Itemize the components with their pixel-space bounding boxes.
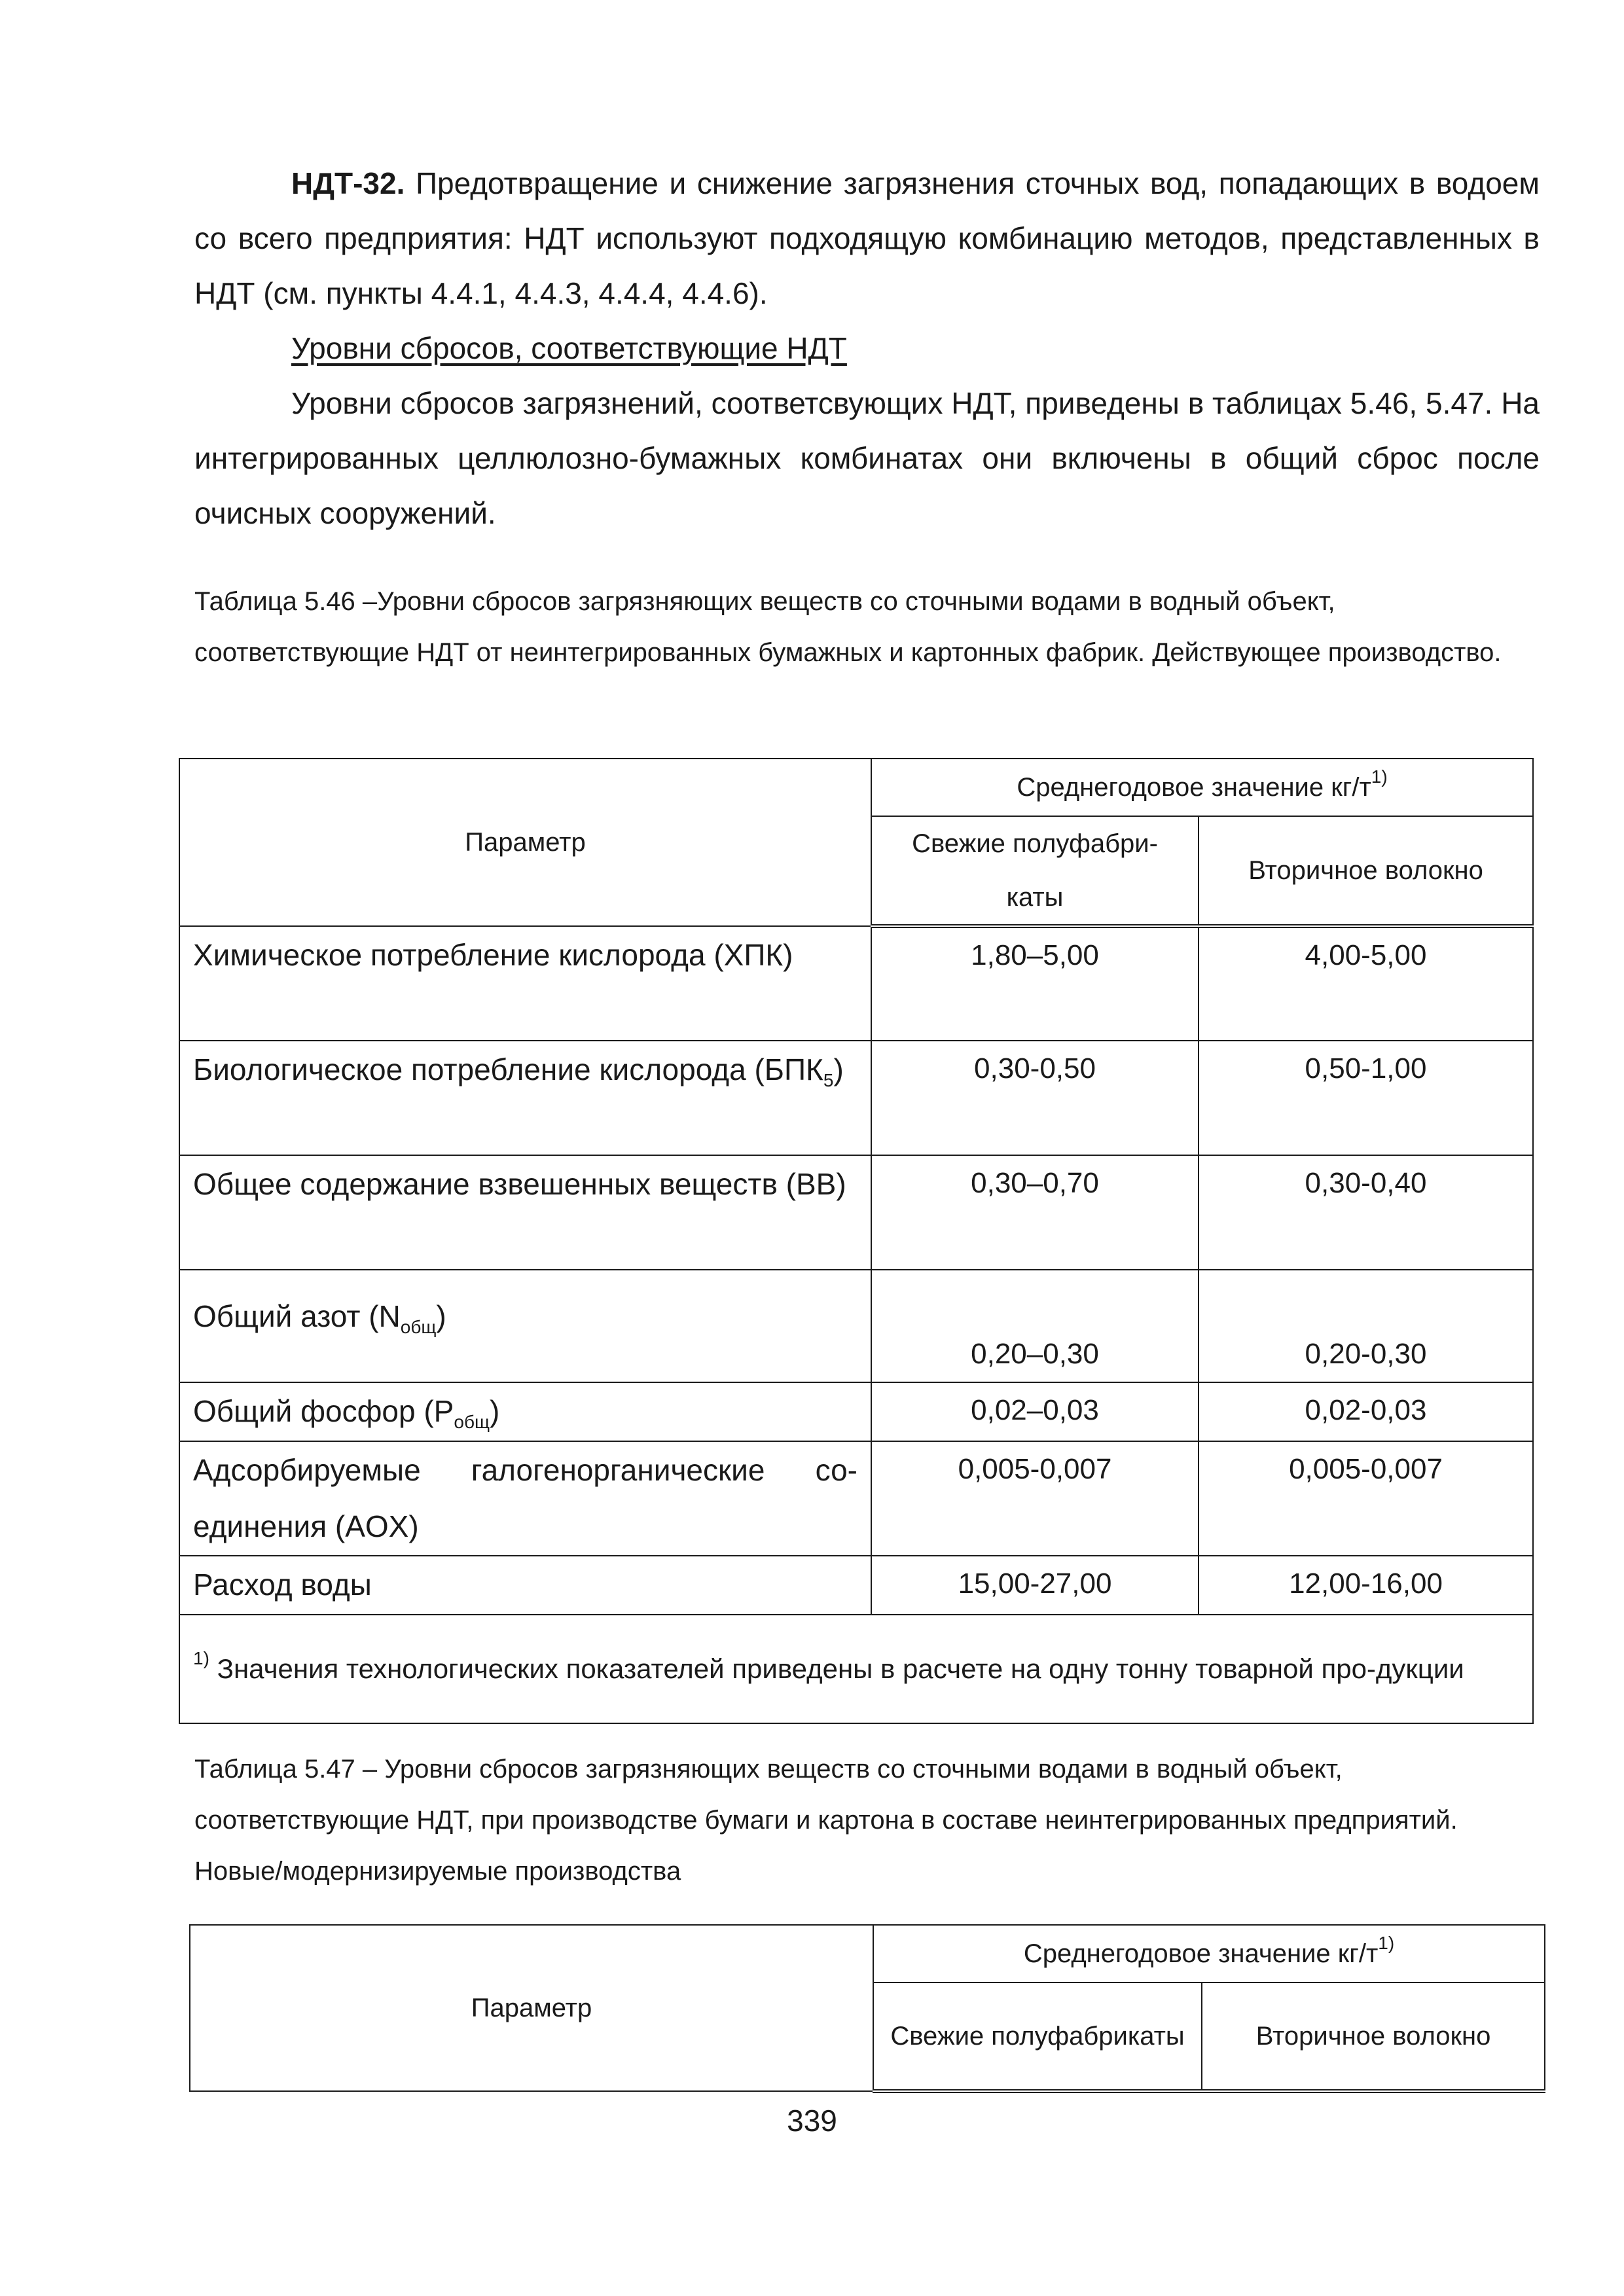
footnote-ref: 1) (1378, 1932, 1395, 1953)
row-recycled: 0,005-0,007 (1199, 1441, 1533, 1556)
col-header-average-text: Среднегодовое значение кг/т (1017, 773, 1371, 802)
row-param-main: Общий азот (N (193, 1299, 401, 1333)
table-row (179, 1556, 1533, 1615)
row-param-sub: общ (454, 1412, 490, 1433)
levels-heading: Уровни сбросов, соответствующие НДТ (291, 331, 847, 365)
row-param (179, 1041, 871, 1155)
col-header-average (873, 1925, 1545, 1982)
levels-paragraph: Уровни сбросов загрязнений, соответсвующих НДТ, приведены в таблицах 5.46, 5.47. На интегрированных целлюлозно-бумажных комбинатах они включены в общий сброс после очисных сооружений. (194, 386, 1540, 530)
row-param: Общее содержание взвешенных веществ (ВВ) (179, 1155, 871, 1270)
table-547-caption: Таблица 5.47 – Уровни сбросов загрязняющих веществ со сточными водами в водный объект, соответствующие НДТ, при производстве бумаги и картона в составе неинтегрированных предприятий. Новые/модернизируемые производства (194, 1755, 1458, 1886)
table-546-caption: Таблица 5.46 –Уровни сбросов загрязняющих веществ со сточными водами в водный объект, соответствующие НДТ от неинтегрированных бумажных и картонных фабрик. Действующее производство. (194, 587, 1502, 667)
row-fresh: 15,00-27,00 (871, 1556, 1199, 1615)
row-fresh: 0,02–0,03 (871, 1382, 1199, 1441)
bat-text: Предотвращение и снижение загрязнения сточных вод, попадающих в водоем со всего предприятия: НДТ используют подходящую комбинацию методов, представленных в НДТ (см. пункты 4.4.1, 4.4.3, 4.4.4, 4.4.6). (194, 166, 1540, 310)
row-fresh: 0,30-0,50 (871, 1041, 1199, 1155)
row-param: Химическое потребление кислорода (ХПК) (179, 926, 871, 1041)
footnote-text: Значения технологических показателей приведены в расчете на одну тонну товарной про-дукции (209, 1653, 1464, 1684)
row-param (179, 1382, 871, 1441)
col-header-recycled: Вторичное волокно (1199, 816, 1533, 926)
row-param-main: Биологическое потребление кислорода (БПК (193, 1052, 823, 1086)
row-recycled: 0,50-1,00 (1199, 1041, 1533, 1155)
col-header-fresh: Свежие полуфабрикаты (873, 1982, 1202, 2091)
col-header-parameter-text: Параметр (465, 828, 586, 857)
bat-label: НДТ-32. (291, 166, 405, 200)
footnote-ref: 1) (1371, 766, 1388, 787)
row-param: Адсорбируемые галогенорганические со-единения (AOX) (179, 1441, 871, 1556)
levels-heading-line (194, 321, 1540, 376)
row-param (179, 1270, 871, 1382)
row-recycled: 4,00-5,00 (1199, 926, 1533, 1041)
footnote-mark: 1) (193, 1648, 209, 1668)
table-row (179, 1382, 1533, 1441)
row-recycled: 0,20-0,30 (1199, 1270, 1533, 1382)
row-param-main: Общий фосфор (P (193, 1394, 454, 1428)
table-row (179, 1041, 1533, 1155)
table-footnote (179, 1615, 1533, 1723)
col-header-average (871, 759, 1533, 816)
col-header-parameter (190, 1925, 873, 2091)
col-header-parameter (179, 759, 871, 926)
row-param-sub: общ (400, 1317, 437, 1338)
table-row (179, 926, 1533, 1041)
table-row (179, 1270, 1533, 1382)
table-footnote-row (179, 1615, 1533, 1723)
row-recycled: 0,02-0,03 (1199, 1382, 1533, 1441)
table-547 (189, 1924, 1545, 2093)
row-param-tail: ) (833, 1052, 844, 1086)
row-param: Расход воды (179, 1556, 871, 1615)
row-fresh: 0,20–0,30 (871, 1270, 1199, 1382)
row-param-tail: ) (436, 1299, 446, 1333)
col-header-recycled: Вторичное волокно (1202, 1982, 1545, 2091)
row-recycled: 0,30-0,40 (1199, 1155, 1533, 1270)
col-header-fresh: Свежие полуфабри-каты (871, 816, 1199, 926)
table-546 (179, 758, 1534, 1724)
table-row (179, 1155, 1533, 1270)
page-number: 339 (787, 2104, 837, 2138)
row-recycled: 12,00-16,00 (1199, 1556, 1533, 1615)
row-param-sub: 5 (823, 1070, 834, 1091)
col-header-average-text: Среднегодовое значение кг/т (1023, 1939, 1379, 1968)
col-header-parameter-text: Параметр (471, 1994, 592, 2022)
bat-32-paragraph (194, 156, 1540, 321)
table-row (179, 1441, 1533, 1556)
row-fresh: 1,80–5,00 (871, 926, 1199, 1041)
row-fresh: 0,005-0,007 (871, 1441, 1199, 1556)
row-fresh: 0,30–0,70 (871, 1155, 1199, 1270)
row-param-tail: ) (490, 1394, 500, 1428)
